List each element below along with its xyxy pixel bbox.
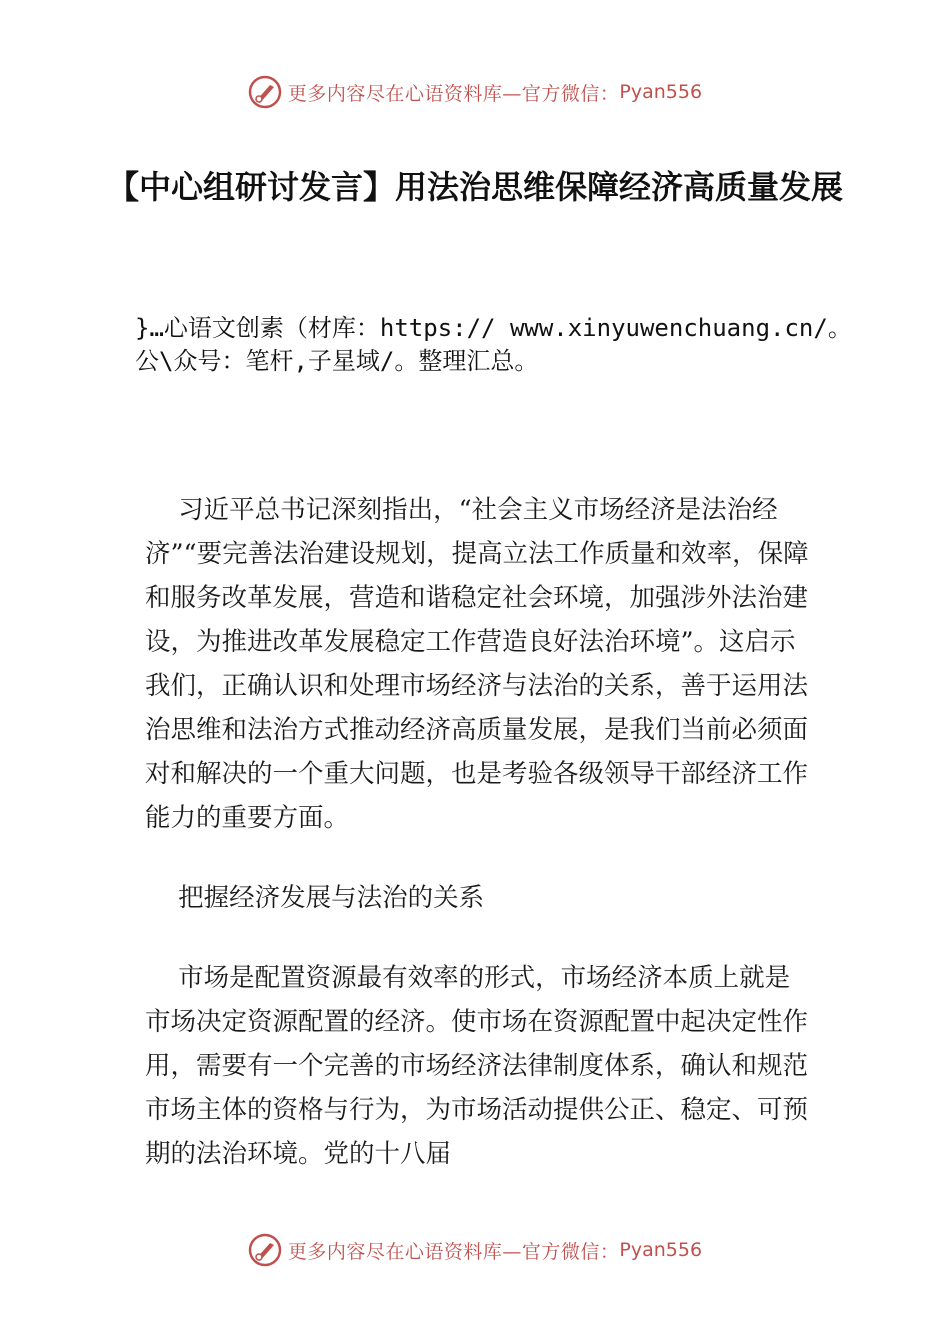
section-heading: 把握经济发展与法治的关系 <box>178 883 485 913</box>
header-banner <box>0 72 950 112</box>
banner-text: 更多内容尽在心语资料库—官方微信： <box>287 82 620 105</box>
paragraph: 习近平总书记深刻指出，“社会主义市场经济是法治经济”“要完善法治建设规划，提高立法工作质量和效率，保障和服务改革发展，营造和谐稳定社会环境，加强涉外法治建设，为推进改革发展稳定工作营造良好法治环境”。这启示我们，正确认识和处理市场经济与法治的关系，善于运用法治思维和法治方式推动经济高质量发展，是我们当前必须面对和解决的一个重大问题，也是考验各级领导干部经济工作能力的重要方面。 <box>145 495 809 833</box>
quill-logo-icon <box>248 75 282 109</box>
source-line: }…心语文创素（材库：https:// www.xinyuwenchuang.cn/。公\众号：笔杆,子星域/。整理汇总。 <box>135 314 852 375</box>
banner-wechat-id: Pyan556 <box>619 1239 703 1261</box>
paragraph: 市场是配置资源最有效率的形式，市场经济本质上就是市场决定资源配置的经济。使市场在资源配置中起决定性作用，需要有一个完善的市场经济法律制度体系，确认和规范市场主体的资格与行为，为市场活动提供公正、稳定、可预期的法治环境。党的十八届 <box>145 963 809 1169</box>
banner-wechat-id: Pyan556 <box>619 81 703 103</box>
document-title: 【中心组研讨发言】用法治思维保障经济高质量发展 <box>106 168 843 206</box>
document-body <box>145 488 810 1212</box>
footer-banner <box>0 1230 950 1270</box>
quill-logo-icon <box>248 1233 282 1267</box>
banner-text: 更多内容尽在心语资料库—官方微信： <box>287 1240 620 1263</box>
